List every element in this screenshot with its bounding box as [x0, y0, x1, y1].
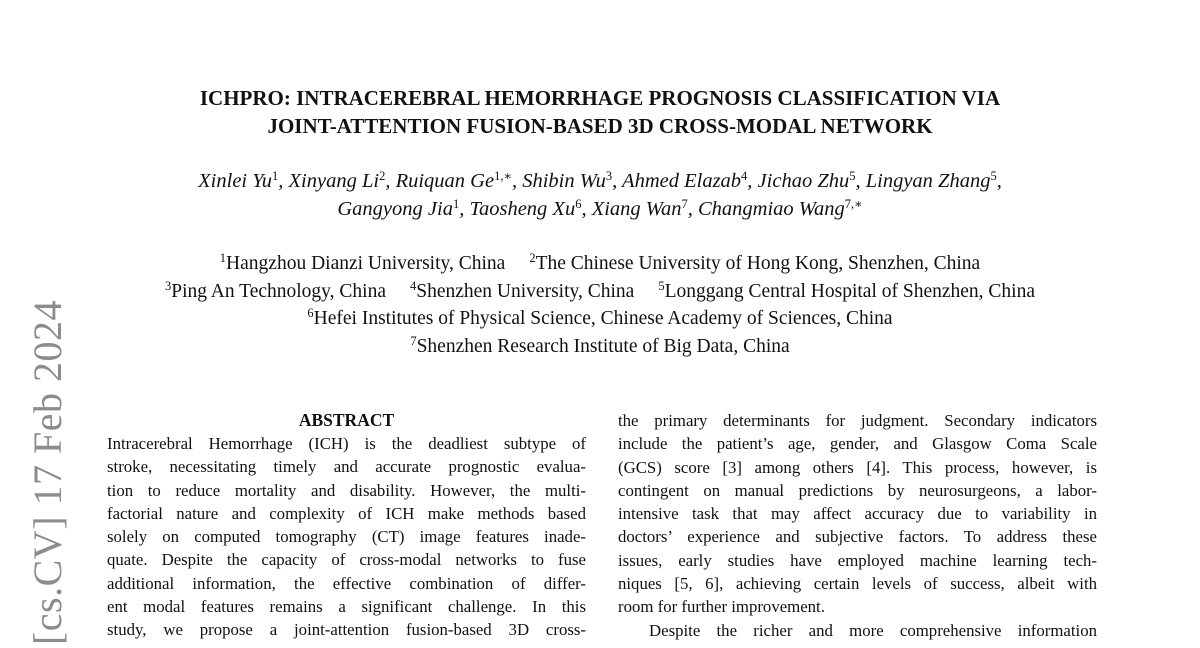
affiliation-list [100, 250, 1100, 360]
body-line: intensive task that may affect accuracy due to variability in [618, 504, 1097, 524]
author-affil-sup: 5 [849, 169, 856, 183]
author-line-1: Xinlei Yu$^1$, Xinyang Li$^2$, Ruiquan $Ge^{1,∗}$, Shibin Wu$^3$, Ahmed Elazab$^4$, Jichao Zhu$^5$, Lingyan Zhang$^5$, [198, 169, 1002, 192]
author-name: Gangyong Jia [337, 198, 453, 220]
abstract-paragraph [107, 432, 586, 642]
body-paragraph [618, 409, 1097, 642]
author-name: Shibin Wu [522, 170, 606, 192]
affil-sup: 6 [307, 306, 314, 320]
author-affil-sup: 1 [452, 197, 460, 211]
author-list [100, 167, 1100, 223]
author-name: Xinyang Li [288, 170, 380, 192]
affiliation-text: Longgang Central Hospital of Shenzhen, China [664, 280, 1036, 302]
body-line: the primary determinants for judgment. Secondary indicators [618, 411, 1097, 430]
title-line-2: JOINT-ATTENTION FUSION-BASED 3D CROSS-MODAL NETWORK [267, 114, 933, 138]
body-line: niques [5, 6], achieving certain levels of success, albeit with [618, 574, 1097, 594]
author-affil-sup: 3 [605, 169, 613, 183]
body-line: (GCS) score [3] among others [4]. This process, however, is [618, 457, 1097, 477]
body-line: doctors’ experience and subjective factors. To address these [618, 527, 1097, 547]
paper-title [100, 84, 1100, 140]
affiliation-text: The Chinese University of Hong Kong, Shenzhen, China [535, 253, 981, 274]
author-name: Xiang Wan [591, 198, 682, 220]
abstract-line: quate. Despite the capacity of cross-modal networks to fuse [107, 550, 586, 570]
affil-sup: 3 [164, 278, 172, 293]
affil-sup: 4 [410, 278, 417, 293]
affil-sup: 5 [658, 278, 665, 293]
author-affil-sup: 7 [681, 197, 688, 211]
body-line-next-paragraph: Despite the richer and more comprehensive information [649, 620, 1097, 640]
affil-sup: 2 [529, 251, 536, 265]
author-affil-sup: 1,∗ [494, 169, 512, 183]
affiliation-line-3 [100, 305, 1100, 333]
affiliation-text: Shenzhen University, China [416, 280, 635, 302]
abstract-line: ent modal features remains a significant challenge. In this [107, 597, 586, 617]
author-name: Ruiquan Ge [395, 170, 495, 192]
arxiv-side-stamp [8, 300, 88, 645]
author-affil-sup: 6 [575, 197, 582, 211]
author-name: Jichao Zhu [757, 170, 850, 192]
body-line: issues, early studies have employed machine learning tech- [618, 550, 1097, 570]
abstract-line: solely on computed tomography (CT) image features inade- [107, 527, 586, 547]
right-column [618, 409, 1097, 642]
left-column [107, 409, 586, 642]
abstract-line: additional information, the effective combination of differ- [107, 573, 586, 593]
author-name: Changmiao Wang [698, 198, 845, 220]
author-name: Ahmed Elazab [622, 170, 742, 192]
author-name: Xinlei Yu [198, 170, 273, 192]
affil-sup: 1 [219, 251, 227, 265]
title-line-1: ICHPRO: INTRACEREBRAL HEMORRHAGE PROGNOSIS CLASSIFICATION VIA [199, 86, 1001, 110]
affiliation-line-2 [100, 278, 1100, 306]
author-affil-sup: 1 [272, 169, 279, 183]
body-line: contingent on manual predictions by neurosurgeons, a labor- [618, 480, 1097, 500]
affiliation-text: Ping An Technology, China [171, 280, 386, 302]
author-name: Taosheng Xu [469, 198, 576, 220]
author-affil-sup: 4 [741, 169, 748, 183]
body-line: include the patient’s age, gender, and Glasgow Coma Scale [618, 434, 1097, 454]
abstract-line: tion to reduce mortality and disability. However, the multi- [107, 480, 586, 500]
affiliation-line-4 [100, 333, 1100, 361]
affiliation-text: Hefei Institutes of Physical Science, Chinese Academy of Sciences, China [313, 308, 893, 329]
abstract-heading: ABSTRACT [298, 410, 395, 430]
abstract-line: stroke, necessitating timely and accurate prognostic evalua- [107, 457, 586, 477]
body-line: room for further improvement. [618, 597, 825, 617]
affiliation-text: Shenzhen Research Institute of Big Data, China [416, 335, 790, 357]
abstract-line: Intracerebral Hemorrhage (ICH) is the deadliest subtype of [107, 434, 586, 453]
abstract-line: study, we propose a joint-attention fusion-based 3D cross- [107, 620, 586, 640]
author-name: Lingyan Zhang [865, 170, 991, 192]
affiliation-text: Hangzhou Dianzi University, China [226, 253, 506, 274]
author-affil-sup: 5 [990, 169, 997, 183]
author-affil-sup: 7,∗ [844, 197, 863, 211]
affiliation-line-1 [100, 250, 1100, 278]
arxiv-id-label: [cs.CV] 17 Feb 2024 [25, 299, 71, 646]
author-affil-sup: 2 [379, 169, 386, 183]
author-line-2: Gangyong Jia$^1$, Taosheng Xu$^6$, Xiang Wan$^7$, Changmiao Wang$^{7,∗}$ [337, 197, 863, 220]
affil-sup: 7 [410, 333, 417, 348]
abstract-line: factorial nature and complexity of ICH make methods based [107, 503, 586, 523]
